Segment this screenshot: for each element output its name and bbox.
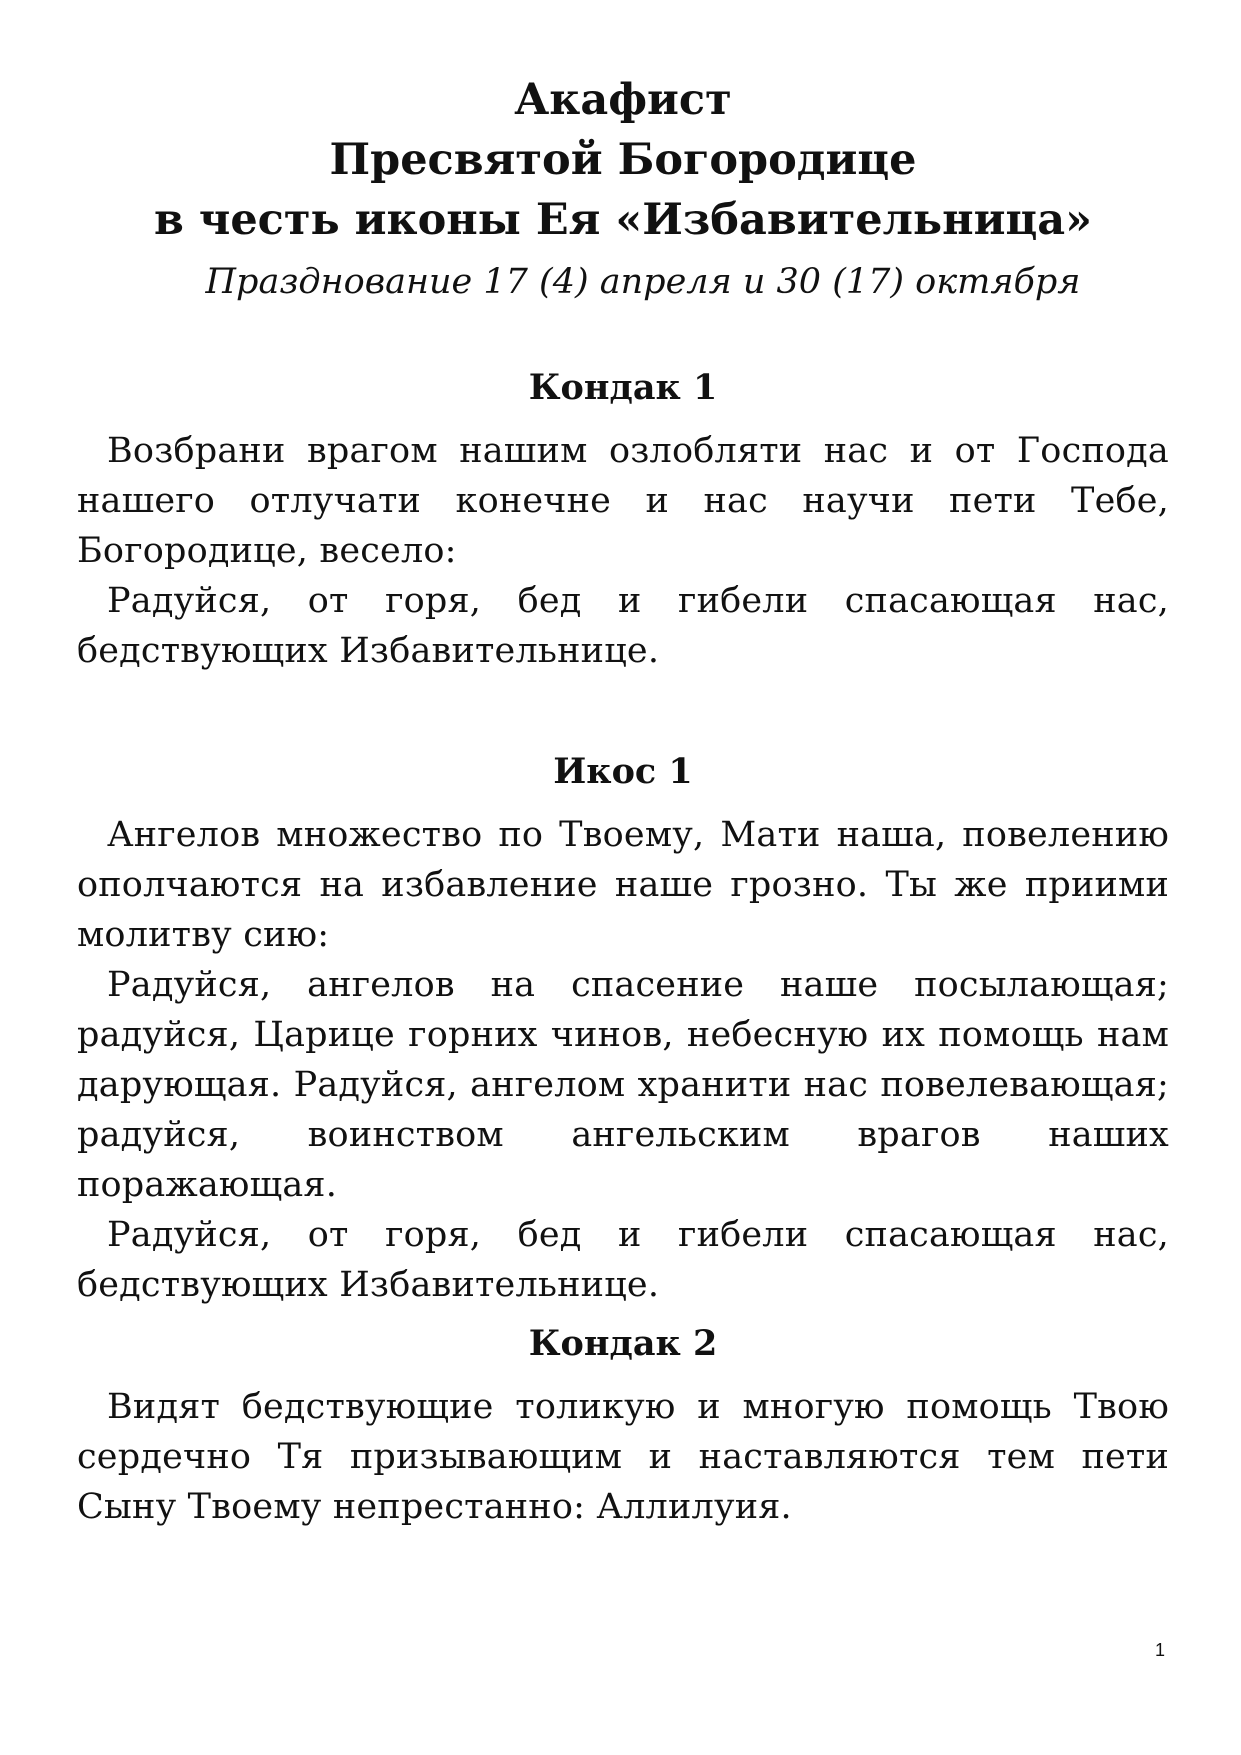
document-title xyxy=(77,70,1169,250)
paragraph: Радуйся, ангелов на спасение наше посылающая; радуйся, Царице горних чинов, небесную их помощь нам дарующая. Радуйся, ангелом хранити нас повелевающая; радуйся, воинством ангельским врагов наших поражающая. xyxy=(77,965,1169,1205)
section-body xyxy=(77,1382,1169,1532)
section-heading: Кондак 2 xyxy=(528,1323,718,1364)
section-ikos-1 xyxy=(77,748,1169,1310)
section-heading: Икос 1 xyxy=(553,751,693,792)
title-line-3: в честь иконы Ея «Избавительница» xyxy=(154,195,1092,245)
paragraph: Возбрани врагом нашим озлобляти нас и от Господа нашего отлучати конечне и нас научи пети Тебе, Богородице, весело: xyxy=(77,431,1169,571)
section-body xyxy=(77,810,1169,1310)
section-kondak-2 xyxy=(77,1320,1169,1532)
page-number: 1 xyxy=(1154,1640,1165,1660)
section-body xyxy=(77,426,1169,676)
section-kondak-1 xyxy=(77,364,1169,676)
section-heading: Кондак 1 xyxy=(528,367,718,408)
paragraph: Ангелов множество по Твоему, Мати наша, повелению ополчаются на избавление наше грозно. Ты же приими молитву сию: xyxy=(77,815,1169,955)
paragraph: Видят бедствующие толикую и многую помощь Твою сердечно Тя призывающим и наставляются тем пети Сыну Твоему непрестанно: Аллилуия. xyxy=(77,1387,1169,1527)
title-line-1: Акафист xyxy=(514,75,732,125)
document-subtitle: Празднование 17 (4) апреля и 30 (17) октября xyxy=(205,262,1081,302)
paragraph: Радуйся, от горя, бед и гибели спасающая нас, бедствующих Избавительнице. xyxy=(77,1215,1169,1305)
document-page xyxy=(77,70,1169,1532)
title-line-2: Пресвятой Богородице xyxy=(329,135,917,185)
paragraph: Радуйся, от горя, бед и гибели спасающая нас, бедствующих Избавительнице. xyxy=(77,581,1169,671)
